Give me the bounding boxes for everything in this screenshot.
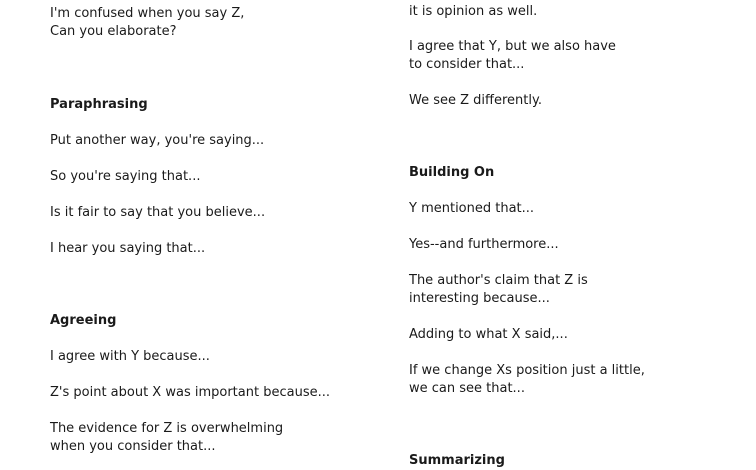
heading-summarizing: Summarizing (409, 453, 505, 468)
list-item: The author's claim that Z is interesting because... (409, 273, 588, 306)
list-item: So you're saying that... (50, 169, 201, 184)
heading-paraphrasing: Paraphrasing (50, 97, 148, 112)
list-item: I agree with Y because... (50, 349, 210, 364)
heading-agreeing: Agreeing (50, 313, 117, 328)
list-item: Y mentioned that... (409, 201, 535, 216)
list-item: I hear you saying that... (50, 241, 206, 256)
list-item: Z's point about X was important because... (50, 385, 330, 400)
clarifying-line-2: Can you elaborate? (50, 24, 177, 39)
disagreeing-line: it is opinion as well. (409, 4, 538, 19)
list-item: The evidence for Z is overwhelming when you consider that... (50, 421, 284, 454)
heading-building-on: Building On (409, 165, 495, 180)
list-item: We see Z differently. (409, 93, 542, 108)
list-item: Yes--and furthermore... (409, 237, 559, 252)
list-item: Is it fair to say that you believe... (50, 205, 266, 220)
list-item: Put another way, you're saying... (50, 133, 265, 148)
clarifying-line-1: I'm confused when you say Z, (50, 6, 245, 21)
list-item: I agree that Y, but we also have to consider that... (409, 39, 616, 72)
list-item: Adding to what X said,... (409, 327, 568, 342)
list-item: If we change Xs position just a little, we can see that... (409, 363, 645, 396)
